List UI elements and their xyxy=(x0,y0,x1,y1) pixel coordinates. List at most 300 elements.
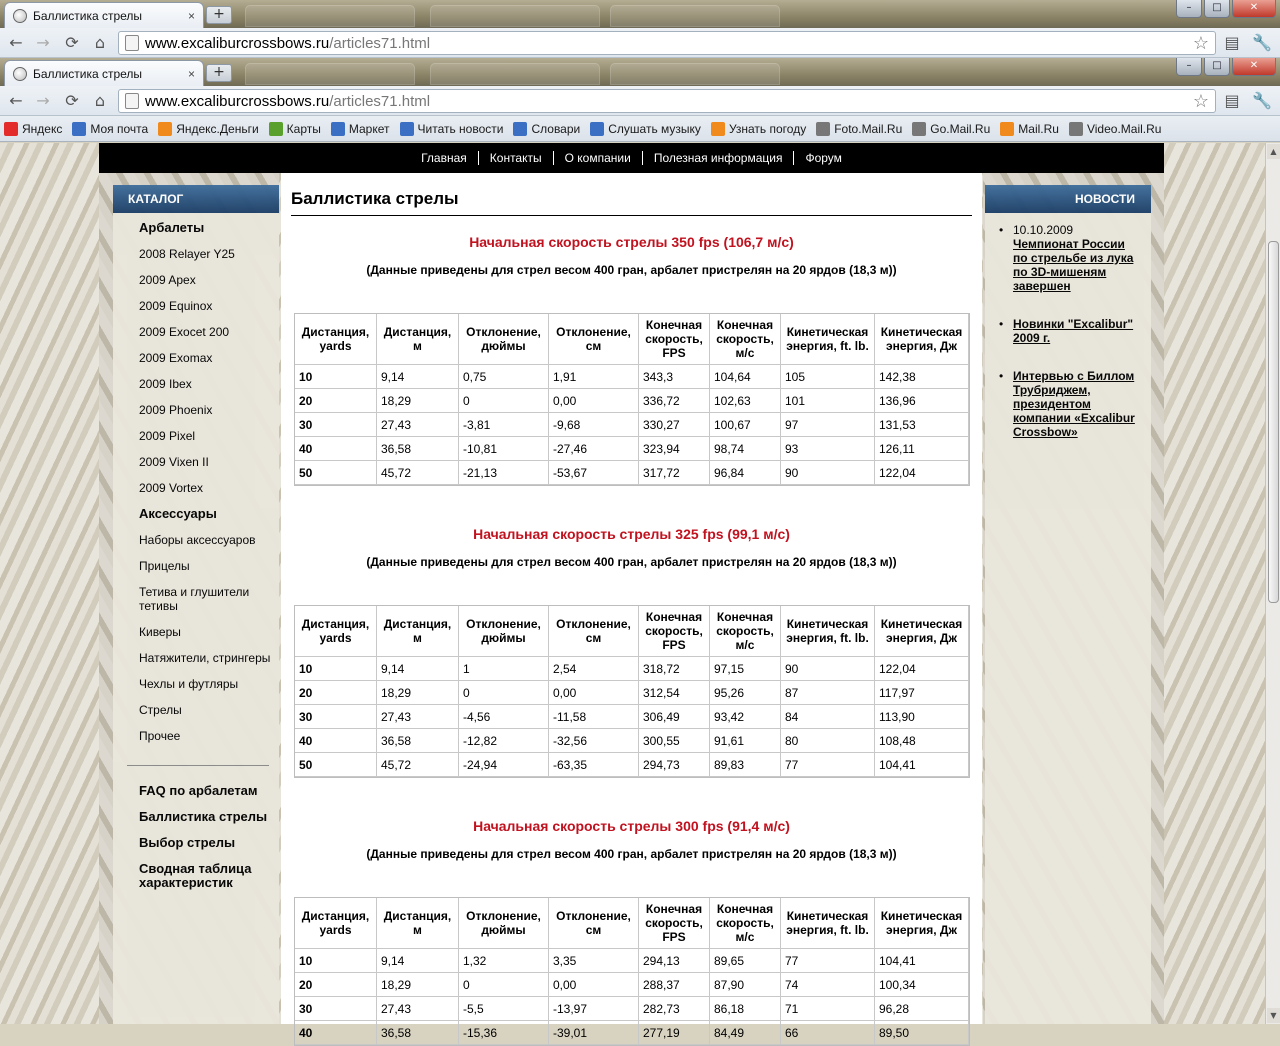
table-cell: 318,72 xyxy=(639,657,710,681)
catalog-item[interactable]: Тетива и глушители тетивы xyxy=(139,585,250,613)
table-cell: 3,35 xyxy=(549,949,639,973)
url-path: /articles71.html xyxy=(329,92,431,110)
bookmark-label: Яндекс.Деньги xyxy=(176,121,259,136)
maximize-button[interactable]: □ xyxy=(1204,0,1230,18)
table-cell: 66 xyxy=(781,1021,875,1045)
table-cell: 45,72 xyxy=(377,753,459,777)
table-cell: -32,56 xyxy=(549,729,639,753)
table-cell: 336,72 xyxy=(639,389,710,413)
table-cell: 122,04 xyxy=(875,657,969,681)
bookmark-item[interactable] xyxy=(711,122,806,136)
catalog-item[interactable]: 2009 Apex xyxy=(139,273,196,287)
tab-strip xyxy=(0,58,1280,86)
bookmark-label: Video.Mail.Ru xyxy=(1086,121,1162,136)
catalog-link[interactable]: Сводная таблица характеристик xyxy=(139,861,252,890)
tab-close-icon[interactable]: × xyxy=(187,66,195,81)
bookmark-item[interactable] xyxy=(1069,122,1161,136)
table-header-cell: Отклонение, дюймы xyxy=(459,898,549,949)
bookmark-label: Mail.Ru xyxy=(1018,121,1059,136)
table-header-cell: Дистанция, yards xyxy=(295,314,377,365)
ghost-tab xyxy=(245,5,415,27)
table-cell: 0 xyxy=(459,389,549,413)
table-cell: 77 xyxy=(781,949,875,973)
table-cell: 101 xyxy=(781,389,875,413)
table-cell: 102,63 xyxy=(710,389,781,413)
ghost-tab xyxy=(610,63,780,85)
reload-icon[interactable]: ⟳ xyxy=(65,91,79,110)
catalog-item[interactable]: Прочее xyxy=(139,729,181,743)
table-cell: -53,67 xyxy=(549,461,639,485)
bookmark-label: Словари xyxy=(531,121,581,136)
table-cell: 317,72 xyxy=(639,461,710,485)
table-cell: 40 xyxy=(295,437,377,461)
table-header-cell: Конечная скорость, FPS xyxy=(639,606,710,657)
url-path: /articles71.html xyxy=(329,34,431,52)
ballistics-table xyxy=(294,897,970,1046)
nav-toolbar xyxy=(0,28,1280,58)
table-row xyxy=(295,973,969,997)
table-row xyxy=(295,461,969,485)
news-body xyxy=(1013,223,1137,293)
news-date: 10.10.2009 xyxy=(1013,223,1074,237)
tab-close-icon[interactable]: × xyxy=(187,8,195,23)
table-header-row xyxy=(295,898,969,949)
bookmark-icon xyxy=(72,122,86,136)
catalog-item[interactable]: 2009 Equinox xyxy=(139,299,213,313)
table-header-cell: Конечная скорость, м/с xyxy=(710,898,781,949)
table-cell: 84,49 xyxy=(710,1021,781,1045)
ghost-tab xyxy=(245,63,415,85)
table-header-cell: Кинетическая энергия, Дж xyxy=(875,898,969,949)
close-window-button[interactable]: ✕ xyxy=(1232,0,1276,18)
table-cell: 91,61 xyxy=(710,729,781,753)
table-cell: 104,41 xyxy=(875,949,969,973)
tab-active[interactable] xyxy=(4,60,204,86)
bookmark-item[interactable] xyxy=(269,122,321,136)
table-cell: 2,54 xyxy=(549,657,639,681)
table-header-cell: Кинетическая энергия, Дж xyxy=(875,314,969,365)
bookmark-icon xyxy=(513,122,527,136)
bookmark-label: Foto.Mail.Ru xyxy=(834,121,903,136)
ballistics-section xyxy=(281,234,982,486)
table-cell: 0 xyxy=(459,681,549,705)
table-row xyxy=(295,1021,969,1045)
bookmark-label: Яндекс xyxy=(22,121,63,136)
table-cell: 96,84 xyxy=(710,461,781,485)
table-row xyxy=(295,949,969,973)
url-domain: www.excaliburcrossbows.ru xyxy=(145,34,330,52)
bullet-icon: • xyxy=(999,223,1004,237)
table-cell: 294,73 xyxy=(639,753,710,777)
nav-toolbar xyxy=(0,86,1280,116)
catalog-list xyxy=(113,213,279,890)
window-controls xyxy=(1176,58,1276,76)
table-cell: 98,74 xyxy=(710,437,781,461)
bookmark-item[interactable] xyxy=(158,122,258,136)
catalog-group-accessories[interactable]: Аксессуары xyxy=(139,506,217,521)
table-cell: 104,41 xyxy=(875,753,969,777)
table-cell: 10 xyxy=(295,949,377,973)
table-header-cell: Кинетическая энергия, Дж xyxy=(875,606,969,657)
ballistics-table xyxy=(294,313,970,486)
table-cell: 104,64 xyxy=(710,365,781,389)
left-column xyxy=(99,173,279,1024)
table-cell: 36,58 xyxy=(377,729,459,753)
table-row xyxy=(295,413,969,437)
table-cell: 113,90 xyxy=(875,705,969,729)
table-header-row xyxy=(295,314,969,365)
table-cell: 40 xyxy=(295,729,377,753)
table-cell: 89,65 xyxy=(710,949,781,973)
table-cell: -15,36 xyxy=(459,1021,549,1045)
top-navigation xyxy=(99,143,1164,173)
table-header-cell: Дистанция, yards xyxy=(295,898,377,949)
table-cell: 18,29 xyxy=(377,389,459,413)
table-header-cell: Отклонение, дюймы xyxy=(459,314,549,365)
table-cell: -11,58 xyxy=(549,705,639,729)
table-cell: 30 xyxy=(295,997,377,1021)
table-cell: 90 xyxy=(781,461,875,485)
table-cell: 27,43 xyxy=(377,997,459,1021)
tab-title: Баллистика стрелы xyxy=(33,66,143,81)
table-cell: 93,42 xyxy=(710,705,781,729)
catalog-item[interactable]: Прицелы xyxy=(139,559,190,573)
catalog-link[interactable]: FAQ по арбалетам xyxy=(139,783,258,798)
catalog-item[interactable]: 2009 Exomax xyxy=(139,351,213,365)
table-header-cell: Дистанция, yards xyxy=(295,606,377,657)
address-bar[interactable] xyxy=(118,89,1216,113)
table-cell: 1,91 xyxy=(549,365,639,389)
table-cell: 277,19 xyxy=(639,1021,710,1045)
catalog-item[interactable]: 2009 Vixen II xyxy=(139,455,209,469)
minimize-button[interactable]: – xyxy=(1176,0,1202,18)
table-header-cell: Отклонение, см xyxy=(549,898,639,949)
minimize-button[interactable]: – xyxy=(1176,58,1202,76)
catalog-divider xyxy=(127,765,269,766)
bookmark-item[interactable] xyxy=(4,122,62,136)
bookmark-icon xyxy=(912,122,926,136)
table-cell: -10,81 xyxy=(459,437,549,461)
table-cell: 95,26 xyxy=(710,681,781,705)
home-icon[interactable]: ⌂ xyxy=(94,33,106,52)
table-cell: 80 xyxy=(781,729,875,753)
table-cell: 27,43 xyxy=(377,705,459,729)
table-cell: 306,49 xyxy=(639,705,710,729)
table-cell: 20 xyxy=(295,681,377,705)
section-heading: Начальная скорость стрелы 350 fps (106,7 м/с) xyxy=(469,234,794,250)
table-cell: 142,38 xyxy=(875,365,969,389)
bookmarks-bar xyxy=(0,116,1280,142)
table-cell: 288,37 xyxy=(639,973,710,997)
table-header-cell: Дистанция, м xyxy=(377,606,459,657)
table-cell: 100,34 xyxy=(875,973,969,997)
table-cell: 0,00 xyxy=(549,681,639,705)
catalog-item[interactable]: 2008 Relayer Y25 xyxy=(139,247,235,261)
table-row xyxy=(295,389,969,413)
table-cell: -5,5 xyxy=(459,997,549,1021)
nav-link[interactable]: Главная xyxy=(410,151,479,165)
table-header-cell: Отклонение, см xyxy=(549,314,639,365)
table-cell: 20 xyxy=(295,389,377,413)
bookmark-label: Узнать погоду xyxy=(728,121,807,136)
catalog-link[interactable]: Выбор стрелы xyxy=(139,835,236,850)
web-page xyxy=(0,143,1265,1040)
table-cell: 131,53 xyxy=(875,413,969,437)
bookmark-item[interactable] xyxy=(912,122,990,136)
table-row xyxy=(295,681,969,705)
table-cell: 0 xyxy=(459,973,549,997)
bookmark-icon xyxy=(400,122,414,136)
news-body xyxy=(1013,369,1137,439)
table-cell: -12,82 xyxy=(459,729,549,753)
ballistics-section xyxy=(281,526,982,778)
table-cell: -63,35 xyxy=(549,753,639,777)
table-cell: 20 xyxy=(295,973,377,997)
table-cell: 10 xyxy=(295,365,377,389)
table-cell: 323,94 xyxy=(639,437,710,461)
table-header-cell: Кинетическая энергия, ft. lb. xyxy=(781,898,875,949)
table-cell: 0,75 xyxy=(459,365,549,389)
bookmark-item[interactable] xyxy=(72,122,148,136)
ghost-tab xyxy=(430,5,600,27)
table-cell: 10 xyxy=(295,657,377,681)
table-cell: -3,81 xyxy=(459,413,549,437)
table-cell: 30 xyxy=(295,705,377,729)
table-cell: 100,67 xyxy=(710,413,781,437)
bookmark-icon xyxy=(590,122,604,136)
table-cell: 18,29 xyxy=(377,681,459,705)
globe-icon xyxy=(13,9,27,23)
page-menu-icon[interactable]: ▤ xyxy=(1224,33,1240,52)
table-row xyxy=(295,365,969,389)
bookmark-item[interactable] xyxy=(590,122,701,136)
catalog-item[interactable]: Киверы xyxy=(139,625,181,639)
section-subheading: (Данные приведены для стрел весом 400 гран, арбалет пристрелян на 20 ярдов (18,3 м)) xyxy=(366,847,897,861)
catalog-item[interactable]: Чехлы и футляры xyxy=(139,677,239,691)
bullet-icon: • xyxy=(999,369,1004,383)
close-window-button[interactable]: ✕ xyxy=(1232,58,1276,76)
nav-link[interactable]: О компании xyxy=(554,151,643,165)
scroll-down-icon[interactable]: ▼ xyxy=(1267,1008,1280,1023)
table-cell: 126,11 xyxy=(875,437,969,461)
page-menu-icon[interactable]: ▤ xyxy=(1224,91,1240,110)
url-domain: www.excaliburcrossbows.ru xyxy=(145,92,330,110)
catalog-item[interactable]: Наборы аксессуаров xyxy=(139,533,256,547)
table-cell: 89,50 xyxy=(875,1021,969,1045)
table-row xyxy=(295,729,969,753)
news-body xyxy=(1013,317,1137,345)
ghost-tab xyxy=(430,63,600,85)
table-cell: 117,97 xyxy=(875,681,969,705)
table-cell: 282,73 xyxy=(639,997,710,1021)
table-cell: 50 xyxy=(295,461,377,485)
bullet-icon: • xyxy=(999,317,1004,331)
table-cell: 45,72 xyxy=(377,461,459,485)
table-cell: 86,18 xyxy=(710,997,781,1021)
bookmark-label: Маркет xyxy=(348,121,390,136)
table-cell: 18,29 xyxy=(377,973,459,997)
back-icon[interactable]: ← xyxy=(9,91,23,110)
table-row xyxy=(295,657,969,681)
catalog-item[interactable]: 2009 Vortex xyxy=(139,481,204,495)
table-cell: 9,14 xyxy=(377,657,459,681)
table-header-cell: Отклонение, см xyxy=(549,606,639,657)
catalog-item[interactable]: 2009 Exocet 200 xyxy=(139,325,230,339)
page-title: Баллистика стрелы xyxy=(291,189,972,216)
bookmark-label: Go.Mail.Ru xyxy=(930,121,991,136)
news-link[interactable]: Интервью с Биллом Трубриджем, президентом компании «Excalibur Crossbow» xyxy=(1013,369,1135,439)
table-header-cell: Конечная скорость, м/с xyxy=(710,314,781,365)
bookmark-icon xyxy=(1000,122,1014,136)
nav-link[interactable]: Полезная информация xyxy=(643,151,795,165)
table-cell: 87,90 xyxy=(710,973,781,997)
table-cell: 36,58 xyxy=(377,437,459,461)
table-cell: 9,14 xyxy=(377,949,459,973)
catalog-item[interactable]: 2009 Phoenix xyxy=(139,403,213,417)
table-cell: 1 xyxy=(459,657,549,681)
table-cell: 300,55 xyxy=(639,729,710,753)
table-header-cell: Кинетическая энергия, ft. lb. xyxy=(781,314,875,365)
table-cell: -4,56 xyxy=(459,705,549,729)
page-icon xyxy=(125,93,139,109)
nav-link[interactable]: Форум xyxy=(805,151,842,165)
forward-icon[interactable]: → xyxy=(36,33,50,52)
page-icon xyxy=(125,35,139,51)
catalog-group-crossbows[interactable]: Арбалеты xyxy=(139,220,205,235)
table-cell: 74 xyxy=(781,973,875,997)
bookmark-icon xyxy=(269,122,283,136)
table-cell: 136,96 xyxy=(875,389,969,413)
nav-link[interactable]: Контакты xyxy=(479,151,554,165)
back-icon[interactable]: ← xyxy=(9,33,23,52)
reload-icon[interactable]: ⟳ xyxy=(65,33,79,52)
table-cell: 330,27 xyxy=(639,413,710,437)
bookmark-item[interactable] xyxy=(400,122,504,136)
tab-active[interactable] xyxy=(4,2,204,28)
news-list xyxy=(985,213,1151,439)
catalog-item[interactable]: Стрелы xyxy=(139,703,182,717)
table-cell: 0,00 xyxy=(549,973,639,997)
table-cell: 96,28 xyxy=(875,997,969,1021)
bookmark-icon xyxy=(331,122,345,136)
table-header-cell: Дистанция, м xyxy=(377,314,459,365)
news-title: НОВОСТИ xyxy=(985,185,1151,213)
new-tab-button[interactable]: + xyxy=(206,64,232,82)
table-cell: 87 xyxy=(781,681,875,705)
bookmark-item[interactable] xyxy=(816,122,902,136)
new-tab-button[interactable]: + xyxy=(206,6,232,24)
table-cell: 105 xyxy=(781,365,875,389)
table-cell: 36,58 xyxy=(377,1021,459,1045)
table-cell: 9,14 xyxy=(377,365,459,389)
scroll-up-icon[interactable]: ▲ xyxy=(1267,144,1280,159)
bookmark-label: Слушать музыку xyxy=(608,121,701,136)
bookmark-icon xyxy=(1069,122,1083,136)
ghost-tab xyxy=(610,5,780,27)
ballistics-section xyxy=(281,818,982,1046)
table-cell: -21,13 xyxy=(459,461,549,485)
window-controls xyxy=(1176,0,1276,18)
table-header-cell: Отклонение, дюймы xyxy=(459,606,549,657)
table-cell: 77 xyxy=(781,753,875,777)
catalog-item[interactable]: 2009 Ibex xyxy=(139,377,192,391)
table-header-row xyxy=(295,606,969,657)
table-cell: 294,13 xyxy=(639,949,710,973)
table-cell: 27,43 xyxy=(377,413,459,437)
scroll-thumb[interactable] xyxy=(1268,241,1279,603)
table-cell: 97,15 xyxy=(710,657,781,681)
table-cell: 1,32 xyxy=(459,949,549,973)
table-row xyxy=(295,753,969,777)
table-cell: 343,3 xyxy=(639,365,710,389)
bookmark-item[interactable] xyxy=(1000,122,1059,136)
ballistics-table xyxy=(294,605,970,778)
table-row xyxy=(295,997,969,1021)
table-header-cell: Конечная скорость, FPS xyxy=(639,314,710,365)
news-link[interactable]: Чемпионат России по стрельбе из лука по 3D-мишеням завершен xyxy=(1013,237,1134,293)
table-cell: -13,97 xyxy=(549,997,639,1021)
tab-strip xyxy=(0,0,1280,28)
section-subheading: (Данные приведены для стрел весом 400 гран, арбалет пристрелян на 20 ярдов (18,3 м)) xyxy=(366,555,897,569)
catalog-title: КАТАЛОГ xyxy=(113,185,279,213)
globe-icon xyxy=(13,67,27,81)
table-cell: -39,01 xyxy=(549,1021,639,1045)
home-icon[interactable]: ⌂ xyxy=(94,91,106,110)
section-subheading: (Данные приведены для стрел весом 400 гран, арбалет пристрелян на 20 ярдов (18,3 м)) xyxy=(366,263,897,277)
bookmark-item[interactable] xyxy=(331,122,390,136)
bookmark-icon xyxy=(816,122,830,136)
table-cell: 40 xyxy=(295,1021,377,1045)
section-heading: Начальная скорость стрелы 325 fps (99,1 м/с) xyxy=(473,526,790,542)
catalog-item[interactable]: Натяжители, стрингеры xyxy=(139,651,271,665)
table-cell: -27,46 xyxy=(549,437,639,461)
wrench-icon[interactable]: 🔧 xyxy=(1252,33,1272,52)
vertical-scrollbar[interactable] xyxy=(1265,143,1280,1024)
table-cell: 122,04 xyxy=(875,461,969,485)
table-cell: 0,00 xyxy=(549,389,639,413)
bookmark-label: Моя почта xyxy=(90,121,149,136)
table-cell: 30 xyxy=(295,413,377,437)
bookmark-icon xyxy=(4,122,18,136)
star-icon[interactable]: ☆ xyxy=(1192,33,1209,53)
table-cell: 312,54 xyxy=(639,681,710,705)
address-bar[interactable] xyxy=(118,31,1216,55)
table-cell: 97 xyxy=(781,413,875,437)
table-cell: 71 xyxy=(781,997,875,1021)
maximize-button[interactable]: □ xyxy=(1204,58,1230,76)
forward-icon[interactable]: → xyxy=(36,91,50,110)
news-item xyxy=(999,369,1137,439)
table-cell: 93 xyxy=(781,437,875,461)
table-header-cell: Дистанция, м xyxy=(377,898,459,949)
catalog-item[interactable]: 2009 Pixel xyxy=(139,429,196,443)
table-cell: -24,94 xyxy=(459,753,549,777)
bookmark-label: Читать новости xyxy=(417,121,504,136)
catalog-panel xyxy=(113,185,279,1024)
catalog-link[interactable]: Баллистика стрелы xyxy=(139,809,268,824)
bookmark-item[interactable] xyxy=(513,122,580,136)
table-cell: 84 xyxy=(781,705,875,729)
table-header-cell: Конечная скорость, м/с xyxy=(710,606,781,657)
news-link[interactable]: Новинки "Excalibur" 2009 г. xyxy=(1013,317,1134,345)
news-item xyxy=(999,223,1137,293)
table-cell: 89,83 xyxy=(710,753,781,777)
star-icon[interactable]: ☆ xyxy=(1192,91,1209,111)
table-cell: 108,48 xyxy=(875,729,969,753)
main-content xyxy=(281,173,982,1040)
wrench-icon[interactable]: 🔧 xyxy=(1252,91,1272,110)
table-row xyxy=(295,437,969,461)
